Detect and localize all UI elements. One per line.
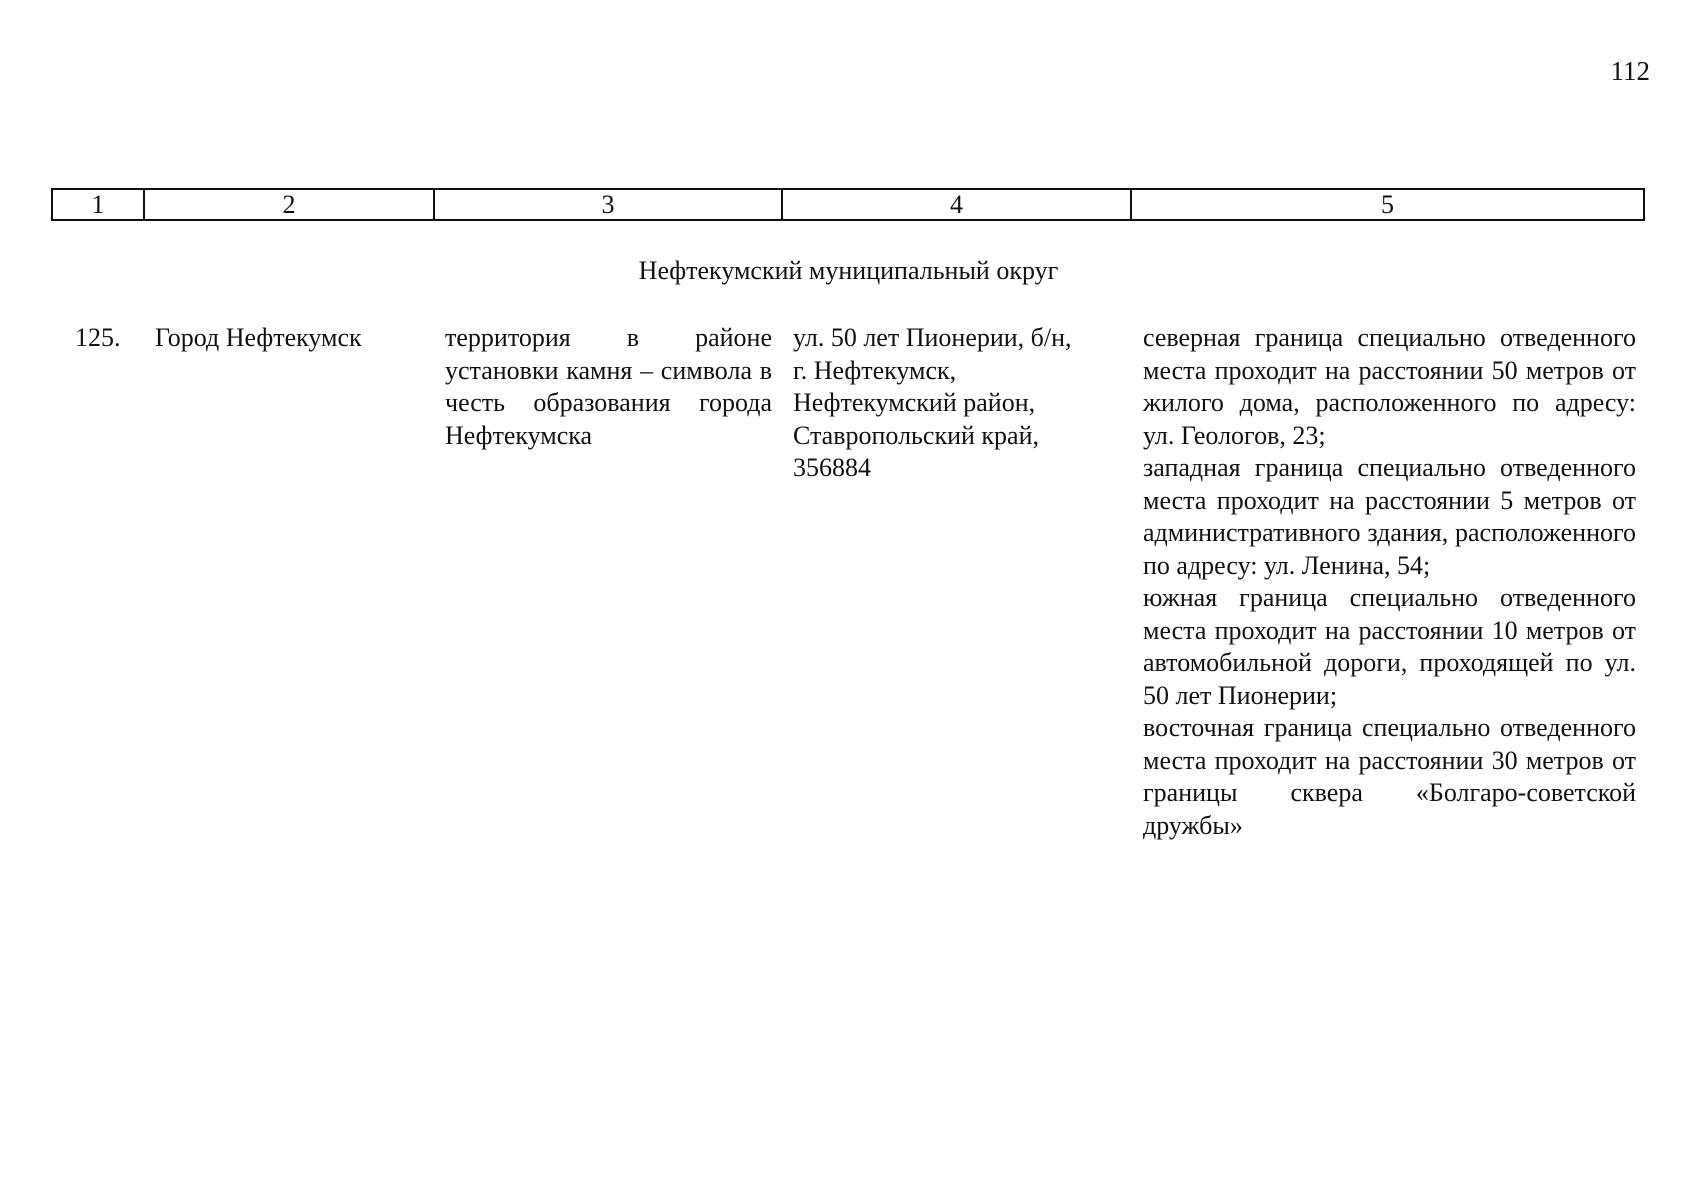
address-line: 356884 bbox=[793, 453, 871, 482]
entry-number: 125. bbox=[75, 323, 121, 352]
address-line: ул. 50 лет Пионерии, б/н, bbox=[793, 323, 1072, 352]
column-number-1: 1 bbox=[91, 189, 105, 219]
address-line: Ставропольский край, bbox=[793, 420, 1039, 450]
boundary-south: южная граница специально отведенного места проходит на расстоянии 10 метров от автомобильной дороги, проходящей по ул. 50 лет Пионерии; bbox=[1143, 583, 1636, 710]
table-column-header-row bbox=[51, 188, 1645, 221]
entry-locality: Город Нефтекумск bbox=[155, 323, 362, 352]
boundary-west: западная граница специально отведенного места проходит на расстоянии 5 метров от административного здания, расположенного по адресу: ул. Ленина, 54; bbox=[1143, 453, 1636, 580]
entry-address bbox=[793, 322, 1108, 485]
entry-description: территория в районе установки камня – символа в честь образования города Нефтекумска bbox=[445, 323, 772, 450]
boundary-east: восточная граница специально отведенного места проходит на расстоянии 30 метров от границы сквера «Болгаро-советской дружбы» bbox=[1143, 713, 1636, 840]
address-line: Нефтекумский район, bbox=[793, 388, 1036, 417]
section-title: Нефтекумский муниципальный округ bbox=[638, 256, 1059, 285]
column-number-4: 4 bbox=[781, 190, 1130, 219]
page-number: 112 bbox=[1610, 56, 1650, 86]
column-number-2: 2 bbox=[143, 190, 433, 219]
boundary-north: северная граница специально отведенного места проходит на расстоянии 50 метров от жилого дома, расположенного по адресу: ул. Геологов, 23; bbox=[1143, 323, 1636, 450]
address-line: г. Нефтекумск, bbox=[793, 355, 957, 385]
entry-boundaries bbox=[1143, 322, 1636, 842]
column-number-5: 5 bbox=[1130, 190, 1643, 219]
column-number-3: 3 bbox=[433, 190, 781, 219]
